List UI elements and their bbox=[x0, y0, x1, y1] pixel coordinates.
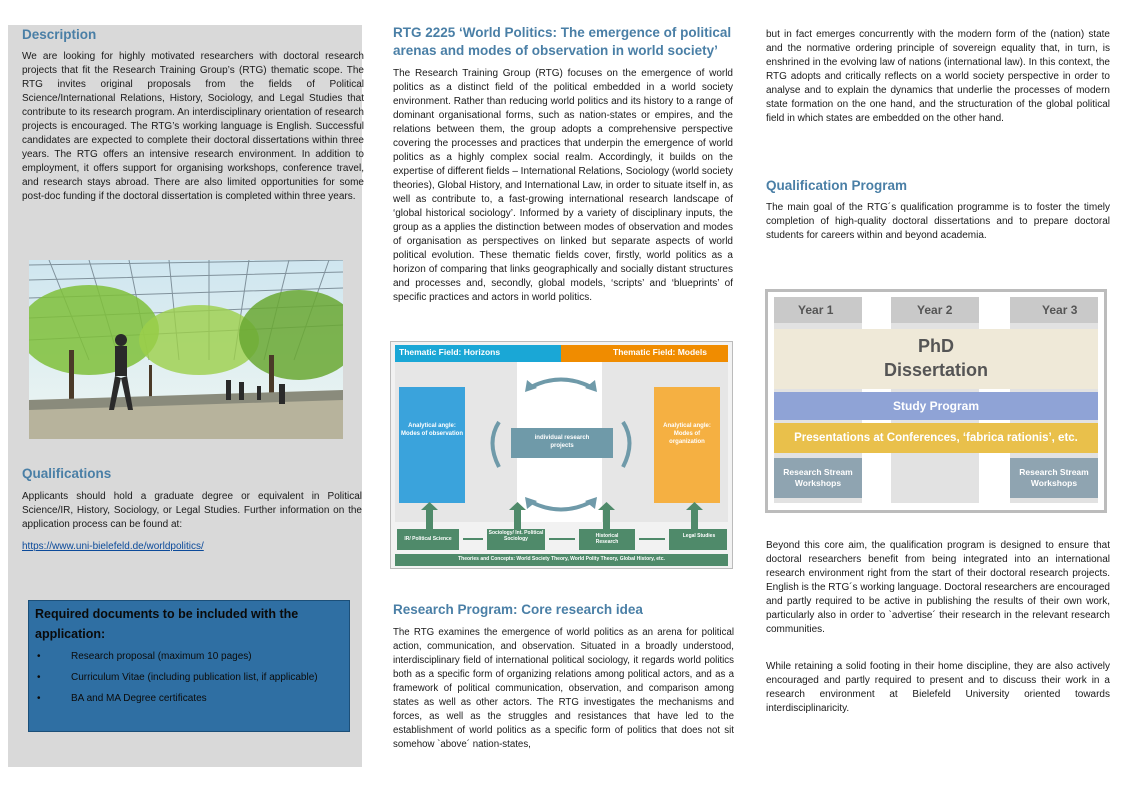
year-3-label: Year 3 bbox=[1010, 297, 1098, 323]
study-program-box: Study Program bbox=[774, 392, 1098, 420]
list-item: • Curriculum Vitae (including publication list, if applicable) bbox=[35, 671, 343, 684]
modes-of-organization-box: Analytical angle: Modes of organization bbox=[663, 423, 711, 445]
required-documents-list bbox=[35, 650, 343, 705]
required-documents-box bbox=[28, 600, 350, 732]
header-models: Thematic Field: Models bbox=[613, 347, 707, 357]
rtg-intro: The Research Training Group (RTG) focuses on the emergence of world politics as a distinct field of the political embedded in a world society environment. Rather than reducing world politics and its history to a range of dominant organisational forms, such as nation-states or empires, and the relations between them, the group adopts a comprehensive perspective covering the processes and practices that underpin the emergence of world politics as a highly complex social realm. Accordingly, it builds on the expertise of different fields – International Relations, Sociology (world society theories), Global History, and International Law, in order to situate itself in, as well as contribute to, a fast-growing international research landscape of ‘global historical sociology’. Informed by a variety of disciplinary inputs, the group as a applies the distinction between modes of observation and modes of organisation as perspectives on linked but separate aspects of world political evolution. These thematic fields cover, firstly, world politics as a horizon of comparing that links geographically and socially distant structures and processes and, secondly, global models, ‘scripts’ and ‘blueprints’ of specific practices and actors in world politics. bbox=[393, 68, 733, 303]
list-item: • Research proposal (maximum 10 pages) bbox=[35, 650, 343, 663]
list-item: • BA and MA Degree certificates bbox=[35, 692, 343, 705]
rtg-title: RTG 2225 ‘World Politics: The emergence of political arenas and modes of observation in world society’ bbox=[393, 25, 732, 58]
year-2-label: Year 2 bbox=[891, 297, 979, 323]
individual-projects-box: individual research projects bbox=[534, 435, 590, 449]
thematic-fields-diagram bbox=[390, 341, 733, 569]
modes-of-observation-box: Analytical angle: Modes of observation bbox=[401, 423, 464, 437]
presentations-box: Presentations at Conferences, ‘fabrica rationis’, etc. bbox=[774, 423, 1098, 453]
required-documents-heading: Required documents to be included with the application: bbox=[35, 607, 299, 641]
qualification-program-text: The main goal of the RTG´s qualification programme is to foster the timely completion of high-quality doctoral dissertations and to prepare doctoral students for careers within and beyond academia. bbox=[766, 202, 1110, 241]
qualifications-text: Applicants should hold a graduate degree or equivalent in Political Science/IR, History, Sociology, or Legal Studies. Further information on the application process can be found at: bbox=[22, 491, 362, 530]
research-program-heading: Research Program: Core research idea bbox=[393, 602, 643, 617]
continuation-text: but in fact emerges concurrently with the modern form of the (nation) state and the normative ordering principle of sovereign equality that, in turn, is enshrined in the evolving law of nations (international law). In this context, the RTG adopts and critically reflects on a world society perspective in order to analyse and to explain the dynamics that underlie the processes of modern state formation on the one hand, and the structuration of the global political field in which states are embedded on the other hand. bbox=[766, 29, 1110, 124]
discipline-sociology: Sociology/ Int. Political Sociology bbox=[488, 530, 544, 542]
theories-footer: Theories and Concepts: World Society Theory, World Polity Theory, Global History, etc. bbox=[458, 556, 665, 562]
discipline-history: Historical Research bbox=[595, 533, 619, 545]
qualification-program-heading: Qualification Program bbox=[766, 178, 908, 193]
phd-dissertation-box: PhD Dissertation bbox=[774, 329, 1098, 389]
beyond-core-aim-text: Beyond this core aim, the qualification program is designed to ensure that doctoral researchers benefit from being integrated into an international research environment right from the start of their doctoral research projects. English is the RTG´s working language. Doctoral researchers are encouraged and partly required to be active in publishing the results of their own work, particularly also in order to `advertise´ their research in the relevant research communities. bbox=[766, 540, 1110, 635]
application-link[interactable]: https://www.uni-bielefeld.de/worldpolitics/ bbox=[22, 541, 204, 552]
workshops-left-box: Research Stream Workshops bbox=[774, 458, 862, 498]
discipline-ir: IR/ Political Science bbox=[404, 536, 452, 542]
discipline-legal: Legal Studies bbox=[682, 533, 716, 539]
workshops-right-box: Research Stream Workshops bbox=[1010, 458, 1098, 498]
qualification-timeline-diagram bbox=[765, 289, 1107, 513]
home-discipline-text: While retaining a solid footing in their home discipline, they are also actively encouraged and partly required to present and to discuss their work in a research environment at Bielefeld University oriented towards interdisciplinaricity. bbox=[766, 661, 1110, 714]
year-1-label: Year 1 bbox=[774, 297, 862, 323]
header-horizons: Thematic Field: Horizons bbox=[399, 347, 501, 357]
description-text: We are looking for highly motivated researchers with doctoral research projects that fit the Research Training Group’s (RTG) thematic scope. The RTG invites original proposals from the fields of Political Science/International Relations, History, Sociology, and Legal Studies that contribute to its research program. An interdisciplinary orientation of research projects is encouraged. The RTG’s working language is English. Successful candidates are expected to complete their doctoral dissertations within three years. The RTG offers an intensive research environment. In addition to employment, it offers support for organising workshops, conference travel, and research stays abroad. There are also limited opportunities for some post-doc funding if the doctoral dissertation is completed within three years. bbox=[22, 51, 364, 202]
qualifications-heading: Qualifications bbox=[22, 466, 112, 481]
research-program-text: The RTG examines the emergence of world politics as an arena for political action, communication, and observation. Situated in a broadly understood, interdisciplinary field of international political sociology, it regards world politics both as a specific form of organizing relations among political actors, and as a framework of political communication, observation, and comparison among states as well as other actors. The RTG investigates the mechanisms and forces, as well as the struggles and resistances that have led to the establishment of world politics as a specific form of politics that does not sit somehow `above´ nation-states, bbox=[393, 627, 734, 750]
description-heading: Description bbox=[22, 27, 97, 42]
campus-photo bbox=[29, 260, 343, 439]
